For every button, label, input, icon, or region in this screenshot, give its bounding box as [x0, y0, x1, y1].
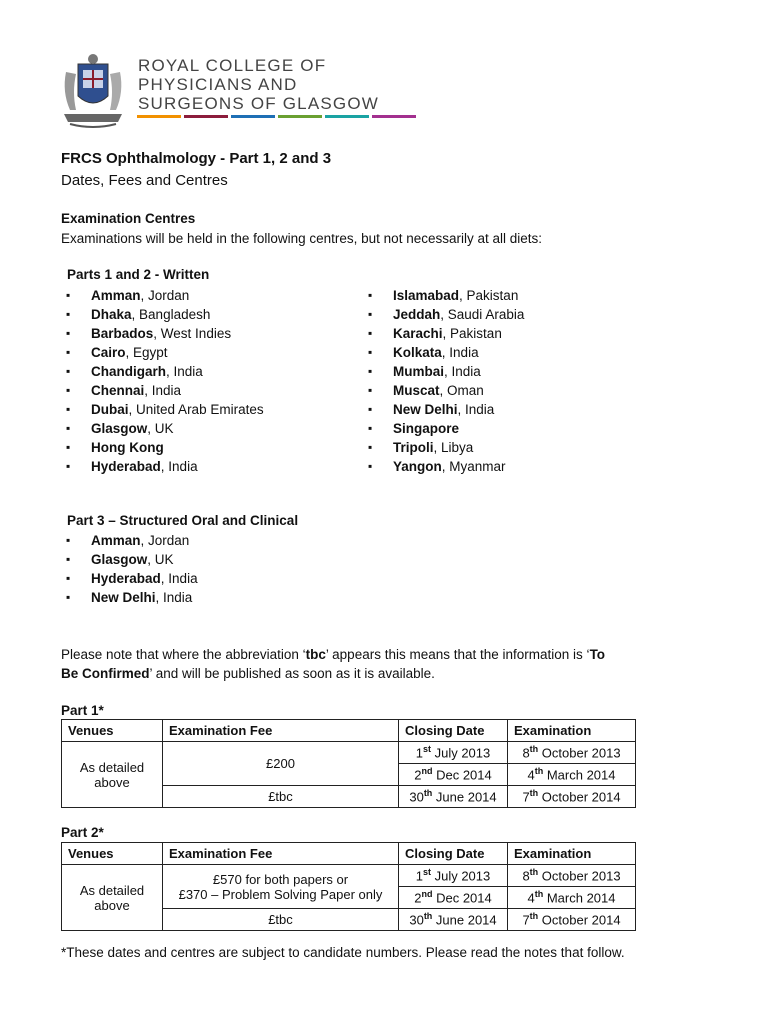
closing-date-cell: 2nd Dec 2014 — [399, 887, 508, 909]
venue-cell — [62, 865, 163, 931]
list-item — [61, 569, 198, 588]
list-item — [61, 305, 264, 324]
list-item — [363, 343, 524, 362]
list-item — [61, 419, 264, 438]
separator: , — [441, 459, 450, 474]
note-text: ’ appears this means that the information is ‘ — [325, 647, 590, 662]
country-name: UK — [154, 421, 174, 436]
list-item — [363, 381, 524, 400]
table-header-row — [62, 843, 636, 865]
centres-heading: Examination Centres — [61, 211, 196, 226]
city-name: Jeddah — [393, 307, 441, 322]
country-name: Jordan — [148, 533, 190, 548]
closing-date-cell: 30th June 2014 — [399, 909, 508, 931]
exam-date-cell: 8th October 2013 — [508, 742, 636, 764]
city-name: Tripoli — [393, 440, 434, 455]
country-name: India — [168, 571, 198, 586]
college-name-line: SURGEONS OF GLASGOW — [138, 94, 379, 113]
centres-intro: Examinations will be held in the following centres, but not necessarily at all diets: — [61, 231, 543, 246]
city-name: Cairo — [91, 345, 126, 360]
header-closing: Closing Date — [399, 720, 508, 742]
list-item — [363, 419, 524, 438]
country-name: Jordan — [148, 288, 190, 303]
part2-table — [61, 842, 636, 931]
list-item — [61, 531, 198, 550]
city-name: Kolkata — [393, 345, 442, 360]
separator: , — [433, 440, 442, 455]
country-name: India — [163, 590, 193, 605]
country-name: Libya — [441, 440, 474, 455]
separator: , — [155, 590, 164, 605]
separator: , — [439, 383, 448, 398]
separator: , — [147, 552, 155, 567]
country-name: Saudi Arabia — [447, 307, 525, 322]
list-item — [363, 400, 524, 419]
header-fee: Examination Fee — [163, 843, 399, 865]
list-item — [61, 324, 264, 343]
list-item — [61, 438, 264, 457]
header-venues: Venues — [62, 720, 163, 742]
country-name: Myanmar — [449, 459, 506, 474]
fee-cell: £tbc — [163, 786, 399, 808]
brand-color-segment — [137, 115, 181, 118]
country-name: India — [465, 402, 495, 417]
list-item — [363, 457, 524, 476]
separator: , — [442, 326, 451, 341]
note-bold: Be Confirmed — [61, 666, 150, 681]
venue-cell — [62, 742, 163, 808]
header-closing: Closing Date — [399, 843, 508, 865]
city-name: Chandigarh — [91, 364, 167, 379]
exam-date-cell: 4th March 2014 — [508, 764, 636, 786]
separator: , — [166, 364, 174, 379]
list-item — [363, 324, 524, 343]
country-name: United Arab Emirates — [136, 402, 264, 417]
city-name: Yangon — [393, 459, 442, 474]
list-item — [363, 286, 524, 305]
city-name: New Delhi — [393, 402, 458, 417]
city-name: Hong Kong — [91, 440, 164, 455]
header-fee: Examination Fee — [163, 720, 399, 742]
college-name-line: ROYAL COLLEGE OF — [138, 56, 327, 75]
country-name: Bangladesh — [139, 307, 211, 322]
exam-date-cell: 7th October 2014 — [508, 909, 636, 931]
document-title: FRCS Ophthalmology - Part 1, 2 and 3 — [61, 150, 332, 167]
city-name: Barbados — [91, 326, 154, 341]
city-name: Dubai — [91, 402, 129, 417]
city-name: Amman — [91, 533, 141, 548]
list-item — [61, 362, 264, 381]
note-bold: tbc — [305, 647, 326, 662]
list-item — [61, 457, 264, 476]
city-name: Glasgow — [91, 552, 148, 567]
fee-cell — [163, 865, 399, 909]
document-subtitle: Dates, Fees and Centres — [61, 172, 228, 189]
note-text: Please note that where the abbreviation ‘ — [61, 647, 306, 662]
oral-centres-list — [61, 531, 198, 607]
country-name: India — [451, 364, 481, 379]
city-name: Hyderabad — [91, 571, 161, 586]
brand-color-segment — [184, 115, 228, 118]
separator: , — [125, 345, 134, 360]
country-name: Pakistan — [450, 326, 502, 341]
separator: , — [140, 288, 149, 303]
separator: , — [459, 288, 467, 303]
separator: , — [128, 402, 137, 417]
country-name: Oman — [447, 383, 484, 398]
list-item — [363, 362, 524, 381]
country-name: India — [173, 364, 203, 379]
brand-color-segment — [231, 115, 275, 118]
city-name: Karachi — [393, 326, 443, 341]
country-name: India — [151, 383, 182, 398]
table-header-row — [62, 720, 636, 742]
header-exam: Examination — [508, 720, 636, 742]
city-name: Chennai — [91, 383, 145, 398]
list-item — [61, 550, 198, 569]
college-name-line: PHYSICIANS AND — [138, 75, 298, 94]
separator: , — [440, 307, 448, 322]
closing-date-cell: 1st July 2013 — [399, 865, 508, 887]
fee-cell: £200 — [163, 742, 399, 786]
part2-label: Part 2* — [61, 825, 104, 840]
city-name: Singapore — [393, 421, 460, 436]
separator: , — [160, 571, 169, 586]
country-name: India — [168, 459, 198, 474]
fee-text: £370 – Problem Solving Paper only — [178, 886, 383, 902]
table-row — [62, 865, 636, 887]
list-item — [363, 305, 524, 324]
venue-text: above — [94, 897, 130, 913]
list-item — [61, 343, 264, 362]
list-item — [61, 381, 264, 400]
list-item — [61, 400, 264, 419]
written-centres-left — [61, 286, 264, 476]
list-item — [61, 286, 264, 305]
separator: , — [153, 326, 161, 341]
note-text: ’ and will be published as soon as it is available. — [149, 666, 435, 681]
exam-date-cell: 8th October 2013 — [508, 865, 636, 887]
written-centres-right — [363, 286, 524, 476]
note-bold: To — [589, 647, 606, 662]
header-venues: Venues — [62, 843, 163, 865]
college-name — [138, 56, 379, 113]
separator: , — [147, 421, 155, 436]
city-name: Mumbai — [393, 364, 445, 379]
written-heading: Parts 1 and 2 - Written — [67, 267, 210, 282]
city-name: Islamabad — [393, 288, 460, 303]
separator: , — [444, 364, 452, 379]
list-item — [363, 438, 524, 457]
exam-date-cell: 4th March 2014 — [508, 887, 636, 909]
separator: , — [160, 459, 169, 474]
city-name: New Delhi — [91, 590, 156, 605]
separator: , — [144, 383, 152, 398]
header-exam: Examination — [508, 843, 636, 865]
country-name: India — [449, 345, 479, 360]
tbc-note — [61, 645, 661, 683]
part1-label: Part 1* — [61, 703, 104, 718]
brand-color-segment — [278, 115, 322, 118]
city-name: Glasgow — [91, 421, 148, 436]
city-name: Amman — [91, 288, 141, 303]
country-name: West Indies — [160, 326, 232, 341]
separator: , — [441, 345, 450, 360]
list-item — [61, 588, 198, 607]
exam-date-cell: 7th October 2014 — [508, 786, 636, 808]
brand-color-segment — [372, 115, 416, 118]
brand-color-segment — [325, 115, 369, 118]
oral-heading: Part 3 – Structured Oral and Clinical — [67, 513, 299, 528]
footnote: *These dates and centres are subject to candidate numbers. Please read the notes that follow. — [61, 945, 625, 960]
separator: , — [140, 533, 149, 548]
country-name: Pakistan — [466, 288, 519, 303]
venue-text: As detailed — [79, 759, 145, 775]
city-name: Muscat — [393, 383, 440, 398]
closing-date-cell: 2nd Dec 2014 — [399, 764, 508, 786]
college-crest-logo — [58, 52, 128, 128]
country-name: Egypt — [133, 345, 168, 360]
closing-date-cell: 1st July 2013 — [399, 742, 508, 764]
closing-date-cell: 30th June 2014 — [399, 786, 508, 808]
fee-text: £570 for both papers or — [212, 871, 349, 887]
separator: , — [131, 307, 140, 322]
city-name: Hyderabad — [91, 459, 161, 474]
venue-text: above — [94, 774, 130, 790]
brand-color-bar — [137, 115, 416, 118]
separator: , — [457, 402, 466, 417]
venue-text: As detailed — [79, 882, 145, 898]
fee-cell: £tbc — [163, 909, 399, 931]
country-name: UK — [154, 552, 174, 567]
part1-table — [61, 719, 636, 808]
city-name: Dhaka — [91, 307, 132, 322]
table-row — [62, 742, 636, 764]
